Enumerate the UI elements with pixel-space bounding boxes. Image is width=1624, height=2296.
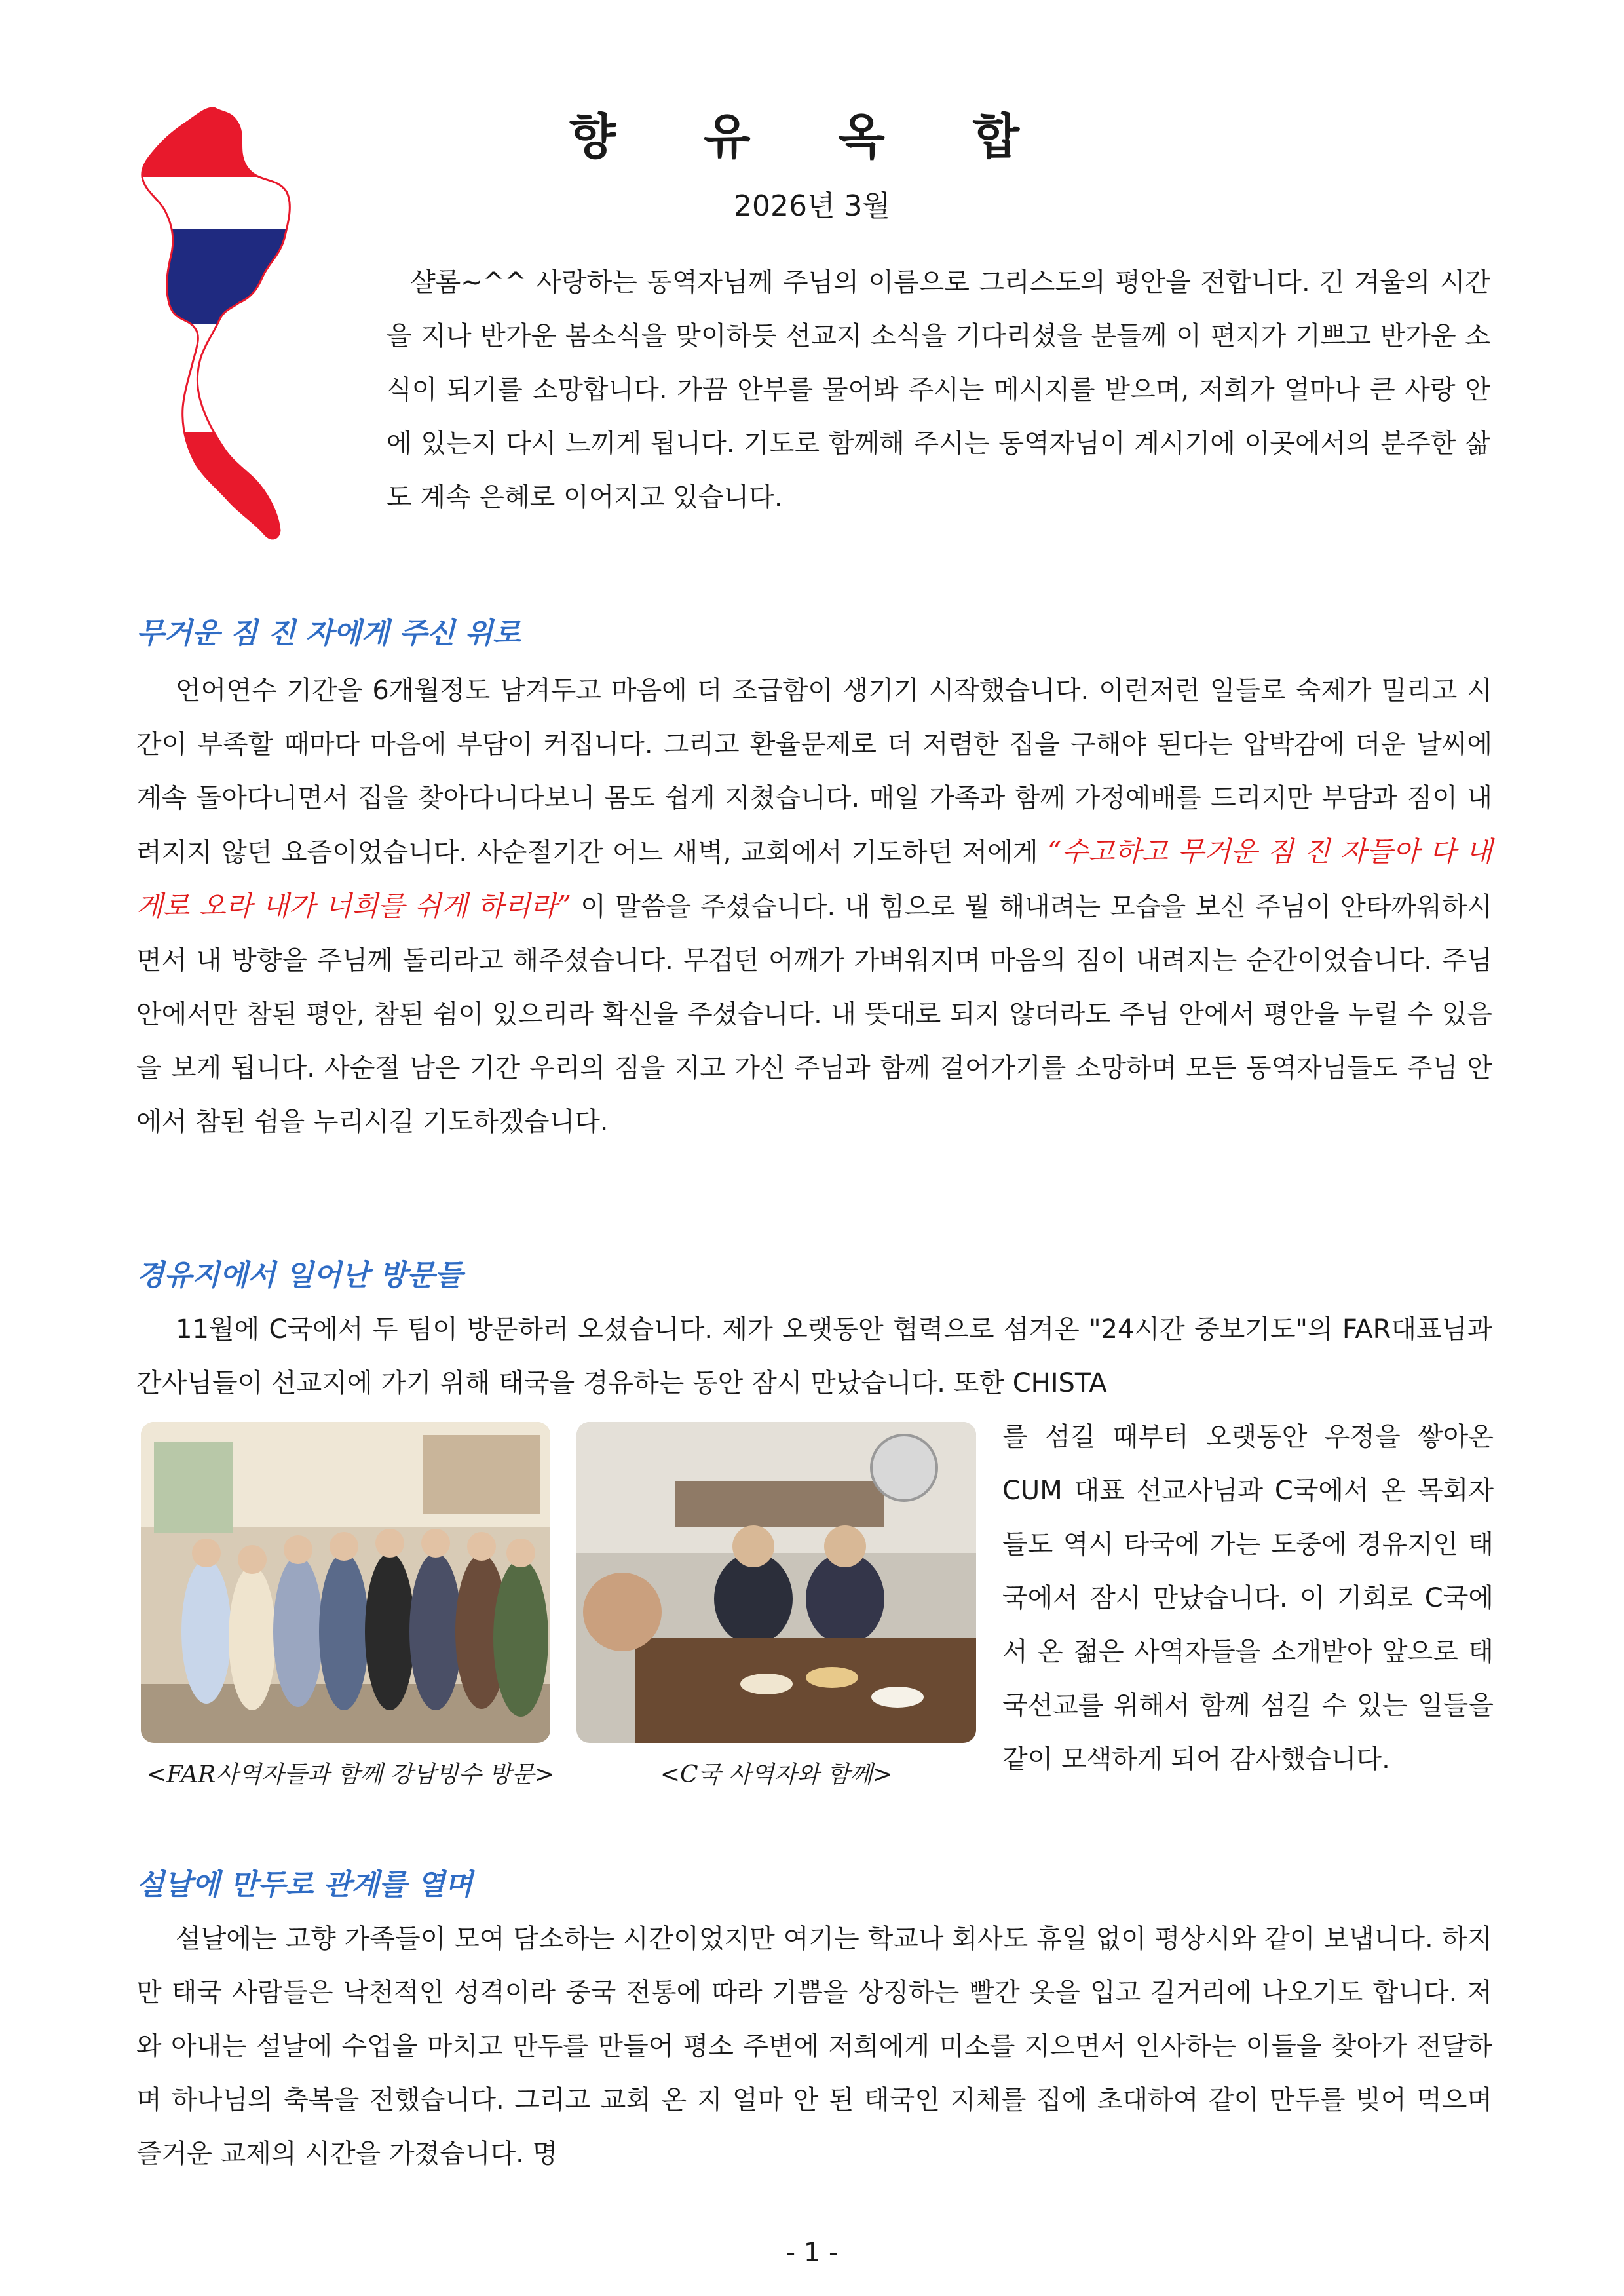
group-photo-icon: [141, 1422, 550, 1743]
scripture-quote: “수고하고 무거운 짐 진 자들아 다 내게로 오라 내가 너희를 쉬게 하리라”: [136, 835, 1492, 922]
section-visits-paragraph-side: [1002, 1410, 1494, 1786]
thailand-flag-map-icon: [141, 105, 292, 541]
section-comfort-text-after: 이 말씀을 주셨습니다. 내 힘으로 뭘 해내려는 모습을 보신 주님이 안타까워하시면서 내 방향을 주님께 돌리라고 해주셨습니다. 무겁던 어깨가 가벼워지며 마음의 짐이 내려지는 순간이었습니다. 주님 안에서만 참된 평안, 참된 쉼이 있으리라 확신을 주셨습니다. 내 뜻대로 되지 않더라도 주님 안에서 평안을 누릴 수 있음을 보게 됩니다. 사순절 남은 기간 우리의 짐을 지고 가신 주님과 함께 걸어가기를 소망하며 모든 동역자님들도 주님 안에서 참된 쉼을 누리시길 기도하겠습니다.: [136, 892, 1492, 1137]
photo-c-country-team: [576, 1422, 976, 1743]
photo-far-team: [141, 1422, 550, 1743]
section-comfort-paragraph: [136, 664, 1492, 1149]
intro-paragraph: [387, 256, 1490, 524]
intro-text: 샬롬~^^ 사랑하는 동역자님께 주님의 이름으로 그리스도의 평안을 전합니다. 긴 겨울의 시간을 지나 반가운 봄소식을 맞이하듯 선교지 소식을 기다리셨을 분들께 이 편지가 기쁘고 반가운 소식이 되기를 소망합니다. 가끔 안부를 물어봐 주시는 메시지를 받으며, 저희가 얼마나 큰 사랑 안에 있는지 다시 느끼게 됩니다. 기도로 함께해 주시는 동역자님이 계시기에 이곳에서의 분주한 삶도 계속 은혜로 이어지고 있습니다.: [387, 267, 1490, 512]
page-number: - 1 -: [785, 2238, 839, 2268]
section-heading-new-year: 설날에 만두로 관계를 열며: [136, 1868, 473, 1902]
newsletter-title: 향 유 옥 합: [569, 109, 1055, 165]
section-visits-text-side: 를 섬길 때부터 오랫동안 우정을 쌓아온 CUM 대표 선교사님과 C국에서 온 목회자들도 역시 타국에 가는 도중에 경유지인 태국에서 잠시 만났습니다. 이 기회로 C국에서 온 젊은 사역자들을 소개받아 앞으로 태국선교를 위해서 함께 섬길 수 있는 일들을 같이 모색하게 되어 감사했습니다.: [1002, 1422, 1494, 1774]
meal-photo-icon: [576, 1422, 976, 1743]
section-heading-visits: 경유지에서 일어난 방문들: [136, 1259, 463, 1292]
section-visits-text-top: 11월에 C국에서 두 팀이 방문하러 오셨습니다. 제가 오랫동안 협력으로 섬겨온 "24시간 중보기도"의 FAR대표님과 간사님들이 선교지에 가기 위해 태국을 경유하는 동안 잠시 만났습니다. 또한 CHISTA: [136, 1314, 1492, 1398]
section-new-year-text: 설날에는 고향 가족들이 모여 담소하는 시간이었지만 여기는 학교나 회사도 휴일 없이 평상시와 같이 보냅니다. 하지만 태국 사람들은 낙천적인 성격이라 중국 전통에 따라 기쁨을 상징하는 빨간 옷을 입고 길거리에 나오기도 합니다. 저와 아내는 설날에 수업을 마치고 만두를 만들어 평소 주변에 저희에게 미소를 지으면서 인사하는 이들을 찾아가 전달하며 하나님의 축복을 전했습니다. 그리고 교회 온 지 얼마 안 된 태국인 지체를 집에 초대하여 같이 만두를 빚어 먹으며 즐거운 교제의 시간을 가졌습니다. 명: [136, 1924, 1492, 2169]
section-heading-comfort: 무거운 짐 진 자에게 주신 위로: [136, 617, 521, 650]
photo-caption-c-country: <C국 사역자와 함께>: [660, 1761, 893, 1788]
section-visits-paragraph-top: [136, 1303, 1492, 1410]
section-new-year-paragraph: [136, 1912, 1492, 2181]
photo-caption-far: <FAR사역자들과 함께 강남빙수 방문>: [147, 1761, 554, 1788]
newsletter-date: 2026년 3월: [734, 189, 890, 223]
section-comfort-text-before: 언어연수 기간을 6개월정도 남겨두고 마음에 더 조급함이 생기기 시작했습니다. 이런저런 일들로 숙제가 밀리고 시간이 부족할 때마다 마음에 부담이 커집니다. 그리고 환율문제로 더 저렴한 집을 구해야 된다는 압박감에 더운 날씨에 계속 돌아다니면서 집을 찾아다니다보니 몸도 쉽게 지쳤습니다. 매일 가족과 함께 가정예배를 드리지만 부담과 짐이 내려지지 않던 요즘이었습니다. 사순절기간 어느 새벽, 교회에서 기도하던 저에게: [136, 676, 1492, 868]
